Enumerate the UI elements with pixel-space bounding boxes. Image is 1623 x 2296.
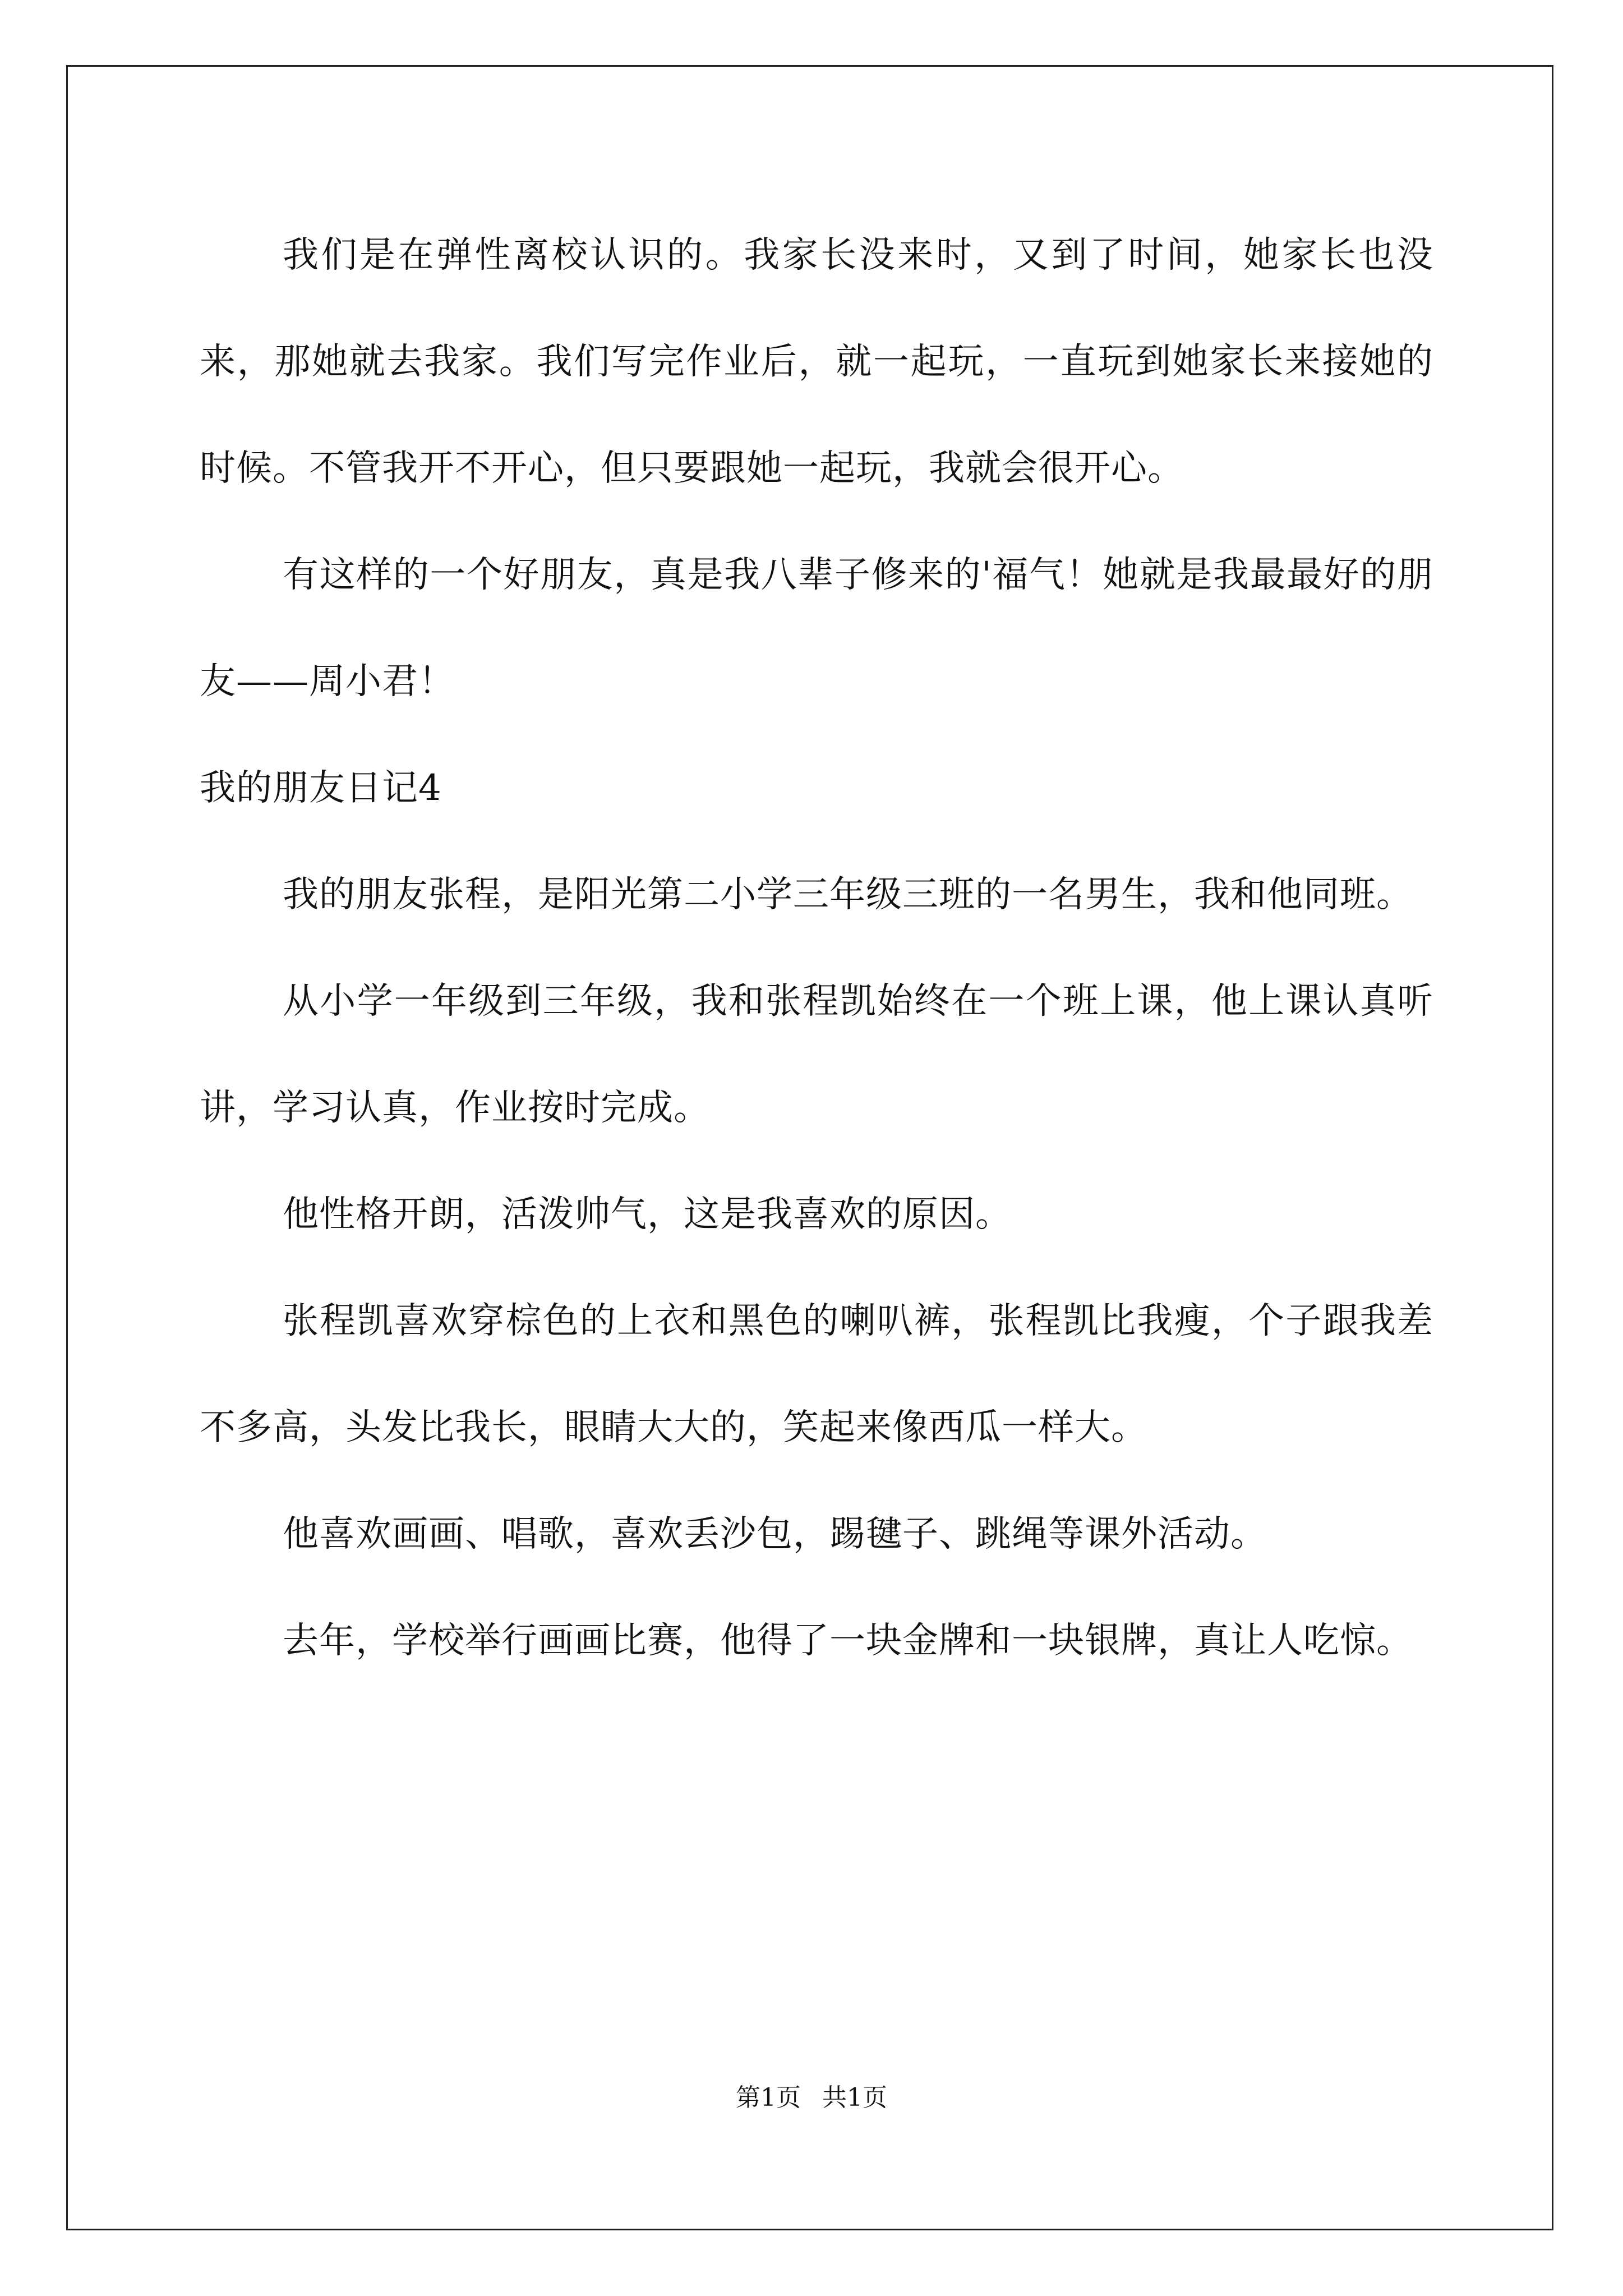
page-total: 共1页 bbox=[822, 2083, 887, 2112]
paragraph: 我们是在弹性离校认识的。我家长没来时，又到了时间，她家长也没来，那她就去我家。我们写完作业后，就一起玩，一直玩到她家长来接她的时候。不管我开不开心，但只要跟她一起玩，我就会很开心。 bbox=[200, 234, 1433, 489]
paragraph: 去年，学校举行画画比赛，他得了一块金牌和一块银牌，真让人吃惊。 bbox=[283, 1620, 1413, 1662]
paragraph: 他喜欢画画、唱歌，喜欢丢沙包，踢毽子、跳绳等课外活动。 bbox=[283, 1513, 1267, 1555]
paragraph: 有这样的一个好朋友，真是我八辈子修来的'福气！她就是我最最好的朋友——周小君！ bbox=[200, 554, 1433, 702]
document-body bbox=[200, 202, 1433, 1694]
section-heading: 我的朋友日记4 bbox=[200, 767, 442, 809]
paragraph: 他性格开朗，活泼帅气，这是我喜欢的原因。 bbox=[283, 1194, 1012, 1235]
paragraph: 从小学一年级到三年级，我和张程凯始终在一个班上课，他上课认真听讲，学习认真，作业按时完成。 bbox=[200, 981, 1433, 1129]
page-footer bbox=[0, 2081, 1623, 2115]
paragraph: 张程凯喜欢穿棕色的上衣和黑色的喇叭裤，张程凯比我瘦，个子跟我差不多高，头发比我长，眼睛大大的，笑起来像西瓜一样大。 bbox=[200, 1300, 1433, 1448]
page-number: 第1页 bbox=[736, 2083, 801, 2112]
paragraph: 我的朋友张程，是阳光第二小学三年级三班的一名男生，我和他同班。 bbox=[283, 874, 1413, 915]
